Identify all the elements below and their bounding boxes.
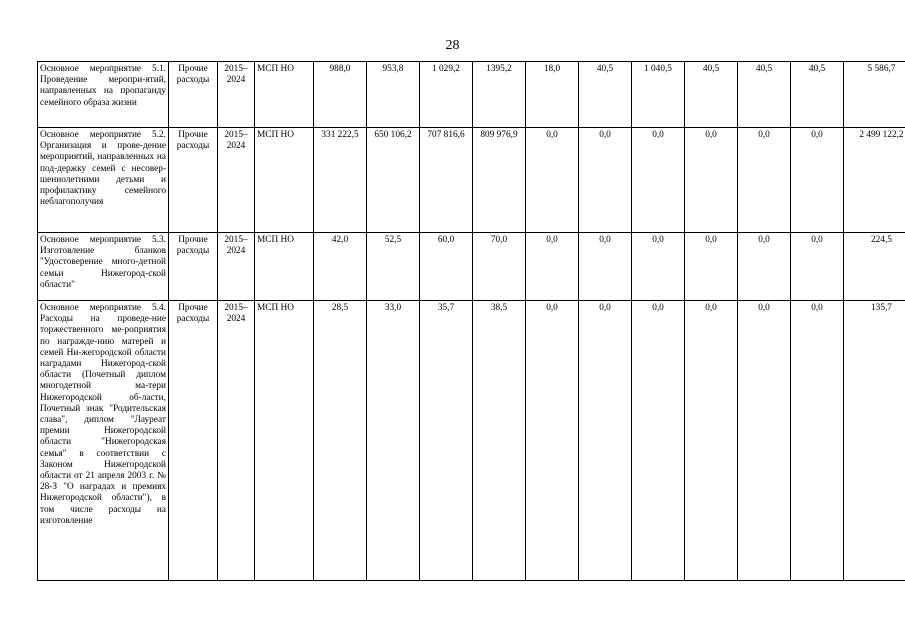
year-value-cell: 0,0 <box>791 128 844 233</box>
expense-type-cell: Прочие расходы <box>169 233 218 301</box>
year-value-cell: 0,0 <box>685 233 738 301</box>
year-value-cell: 42,0 <box>314 233 367 301</box>
year-value-cell: 707 816,6 <box>420 128 473 233</box>
executor-cell: МСП НО <box>255 233 314 301</box>
year-value-cell: 0,0 <box>738 233 791 301</box>
year-value-cell: 0,0 <box>579 128 632 233</box>
year-value-cell: 1 040,5 <box>632 62 685 128</box>
period-cell: 2015–2024 <box>218 128 255 233</box>
year-value-cell: 0,0 <box>526 301 579 581</box>
year-value-cell: 40,5 <box>791 62 844 128</box>
measure-name-cell: Основное мероприятие 5.2. Организация и прове-дение мероприятий, направленных на под-держку семей с несовер-шеннолетними детьми и профилактику семейного неблагополучия <box>38 128 169 233</box>
year-value-cell: 33,0 <box>367 301 420 581</box>
year-value-cell: 0,0 <box>579 301 632 581</box>
year-value-cell: 38,5 <box>473 301 526 581</box>
expense-type-cell: Прочие расходы <box>169 128 218 233</box>
table-row <box>38 233 905 301</box>
year-value-cell: 0,0 <box>526 128 579 233</box>
year-value-cell: 70,0 <box>473 233 526 301</box>
year-value-cell: 0,0 <box>632 128 685 233</box>
executor-cell: МСП НО <box>255 62 314 128</box>
year-value-cell: 988,0 <box>314 62 367 128</box>
budget-table <box>37 61 905 581</box>
page-number: 28 <box>445 38 460 53</box>
year-value-cell: 0,0 <box>632 233 685 301</box>
year-value-cell: 953,8 <box>367 62 420 128</box>
year-value-cell: 1395,2 <box>473 62 526 128</box>
year-value-cell: 650 106,2 <box>367 128 420 233</box>
year-value-cell: 28,5 <box>314 301 367 581</box>
executor-cell: МСП НО <box>255 301 314 581</box>
total-cell: 224,5 <box>844 233 905 301</box>
expense-type-cell: Прочие расходы <box>169 62 218 128</box>
year-value-cell: 35,7 <box>420 301 473 581</box>
period-cell: 2015–2024 <box>218 301 255 581</box>
year-value-cell: 0,0 <box>791 301 844 581</box>
year-value-cell: 0,0 <box>738 301 791 581</box>
period-cell: 2015–2024 <box>218 62 255 128</box>
year-value-cell: 1 029,2 <box>420 62 473 128</box>
executor-cell: МСП НО <box>255 128 314 233</box>
year-value-cell: 0,0 <box>632 301 685 581</box>
year-value-cell: 40,5 <box>738 62 791 128</box>
year-value-cell: 0,0 <box>579 233 632 301</box>
year-value-cell: 0,0 <box>685 301 738 581</box>
year-value-cell: 60,0 <box>420 233 473 301</box>
total-cell: 5 586,7 <box>844 62 905 128</box>
period-cell: 2015–2024 <box>218 233 255 301</box>
year-value-cell: 52,5 <box>367 233 420 301</box>
year-value-cell: 0,0 <box>738 128 791 233</box>
measure-name-cell: Основное мероприятие 5.1. Проведение меропри-ятий, направленных на пропаганду семейного образа жизни <box>38 62 169 128</box>
year-value-cell: 0,0 <box>526 233 579 301</box>
year-value-cell: 18,0 <box>526 62 579 128</box>
year-value-cell: 40,5 <box>579 62 632 128</box>
total-cell: 2 499 122,2 <box>844 128 905 233</box>
expense-type-cell: Прочие расходы <box>169 301 218 581</box>
year-value-cell: 0,0 <box>685 128 738 233</box>
table-row <box>38 62 905 128</box>
table-row <box>38 301 905 581</box>
year-value-cell: 40,5 <box>685 62 738 128</box>
table-row <box>38 128 905 233</box>
total-cell: 135,7 <box>844 301 905 581</box>
measure-name-cell: Основное мероприятие 5.3. Изготовление бланков "Удостоверение много-детной семьи Нижегород-ской области" <box>38 233 169 301</box>
year-value-cell: 331 222,5 <box>314 128 367 233</box>
year-value-cell: 0,0 <box>791 233 844 301</box>
measure-name-cell: Основное мероприятие 5.4. Расходы на проведе-ние торжественного ме-роприятия по награжде-нию матерей и семей Ни-жегородской области наградами Нижегород-ской области (Почетный диплом многодетной ма-тери Нижегородской об-ласти, Почетный знак "Родительская слава", диплом "Лауреат премии Нижегородской области "Нижегородская семья" в соответствии с Законом Нижегородской области от 21 апреля 2003 г. № 28-З "О наградах и премиях Нижегородской области"), в том числе расходы на изготовление <box>38 301 169 581</box>
year-value-cell: 809 976,9 <box>473 128 526 233</box>
